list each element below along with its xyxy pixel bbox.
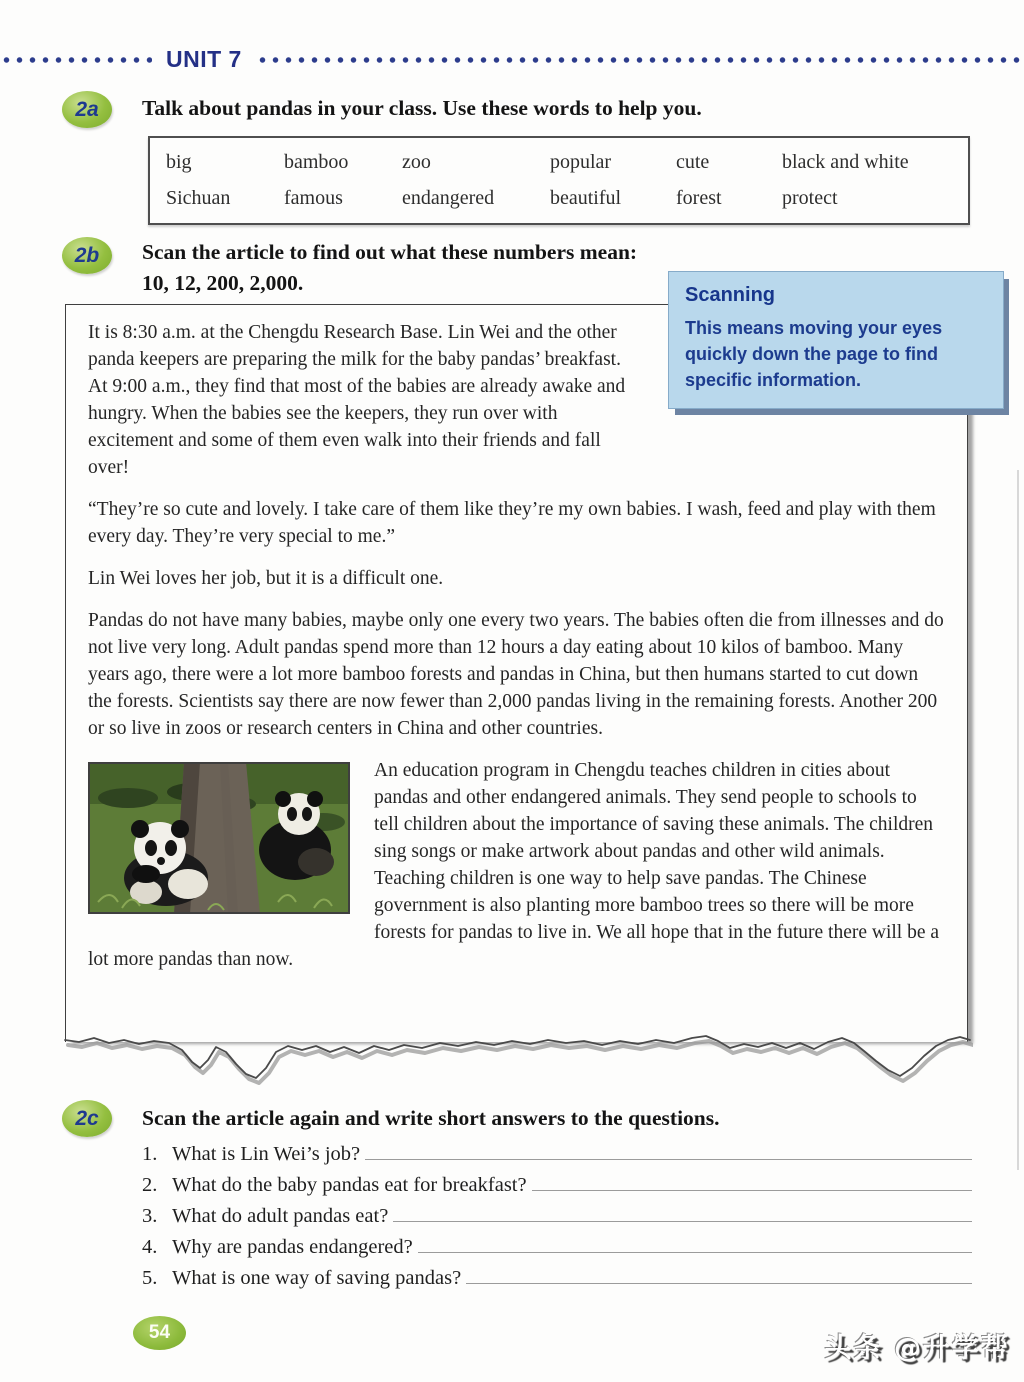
- question-row: [142, 1171, 972, 1202]
- question-number: 1.: [142, 1143, 158, 1165]
- scanning-tip-body: This means moving your eyes quickly down the page to find specific information.: [685, 318, 943, 390]
- answer-blank-line: [393, 1202, 972, 1222]
- word-item: protect: [782, 187, 838, 210]
- question-text: What is Lin Wei’s job?: [172, 1143, 361, 1165]
- word-item: bamboo: [284, 150, 349, 173]
- word-item: Sichuan: [166, 187, 231, 210]
- question-number: 2.: [142, 1174, 158, 1196]
- word-item: endangered: [402, 187, 495, 210]
- article-paragraph-5: An education program in Chengdu teaches children in cities about pandas and other endangered animals. They send people to schools to tell children about the importance of saving these animals. The children sing songs or make artwork about pandas and other wild animals. Teaching children is one way to help save pandas. The Chinese government is also planting more bamboo trees so there will be more forests for pandas to live in. We all hope that in the future there will be a lot more pandas than now.: [88, 760, 940, 970]
- scanning-tip-box: [668, 271, 1004, 409]
- answer-blank-line: [466, 1264, 972, 1284]
- article-paragraph-3: Lin Wei loves her job, but it is a difficult one.: [88, 568, 444, 589]
- word-item: famous: [284, 187, 343, 210]
- dotted-rule-right: [256, 55, 1024, 65]
- instruction-2b-numbers: 10, 12, 200, 2,000.: [142, 271, 304, 295]
- question-text: What do adult pandas eat?: [172, 1205, 389, 1227]
- scanning-tip-title: Scanning: [685, 284, 776, 306]
- question-text: Why are pandas endangered?: [172, 1236, 413, 1258]
- word-item: popular: [550, 150, 612, 173]
- instruction-2b-line1: Scan the article to find out what these numbers mean:: [142, 240, 638, 264]
- question-row: [142, 1202, 972, 1233]
- word-item: beautiful: [550, 187, 622, 210]
- watermark-text: 头条 @升学帮: [824, 1333, 1010, 1364]
- badge-2b: 2b: [62, 237, 112, 274]
- question-number: 5.: [142, 1267, 158, 1289]
- dotted-rule-left: [0, 55, 152, 65]
- article-paragraph-1: It is 8:30 a.m. at the Chengdu Research Base. Lin Wei and the other panda keepers are preparing the milk for the baby pandas’ breakfast. At 9:00 a.m., they find that most of the babies are already awake and hungry. When the babies see the keepers, they run over with excitement and some of them even walk into their friends and fall over!: [88, 322, 626, 478]
- panda-photo: [88, 762, 350, 914]
- badge-2c: 2c: [62, 1100, 112, 1137]
- page-scan-edge: [1017, 470, 1019, 1170]
- torn-paper-edge: [64, 1034, 973, 1088]
- article-paragraph-4: Pandas do not have many babies, maybe only one every two years. The babies often die from illnesses and do not live very long. Adult pandas spend more than 12 hours a day eating about 10 kilos of bamboo. Many years ago, there were a lot more bamboo forests and pandas in China, but then humans started to cut down the forests. Scientists say there are now fewer than 2,000 pandas living in the remaining forests. Another 200 or so live in zoos or research centers in China and other countries.: [88, 610, 944, 739]
- question-text: What is one way of saving pandas?: [172, 1267, 462, 1289]
- question-row: [142, 1140, 972, 1171]
- question-text: What do the baby pandas eat for breakfast?: [172, 1174, 527, 1196]
- word-item: black and white: [782, 150, 909, 173]
- unit-title: UNIT 7: [166, 46, 242, 72]
- badge-2a: 2a: [62, 91, 112, 128]
- instruction-2a: Talk about pandas in your class. Use these words to help you.: [142, 96, 702, 120]
- article-box: [65, 304, 968, 1042]
- instruction-2c: Scan the article again and write short answers to the questions.: [142, 1106, 720, 1130]
- question-list: [142, 1140, 972, 1295]
- question-number: 3.: [142, 1205, 158, 1227]
- page-number-badge: 54: [133, 1316, 186, 1350]
- question-row: [142, 1233, 972, 1264]
- word-item: cute: [676, 150, 710, 173]
- question-row: [142, 1264, 972, 1295]
- word-item: big: [166, 150, 192, 173]
- article-paragraph-2: “They’re so cute and lovely. I take care of them like they’re my own babies. I wash, feed and play with them every day. They’re very special to me.”: [88, 499, 936, 547]
- answer-blank-line: [532, 1171, 972, 1191]
- word-item: forest: [676, 187, 722, 210]
- question-number: 4.: [142, 1236, 158, 1258]
- word-item: zoo: [402, 150, 431, 173]
- word-box: [148, 136, 970, 225]
- answer-blank-line: [365, 1140, 972, 1160]
- answer-blank-line: [418, 1233, 972, 1253]
- unit-header: [0, 46, 1024, 73]
